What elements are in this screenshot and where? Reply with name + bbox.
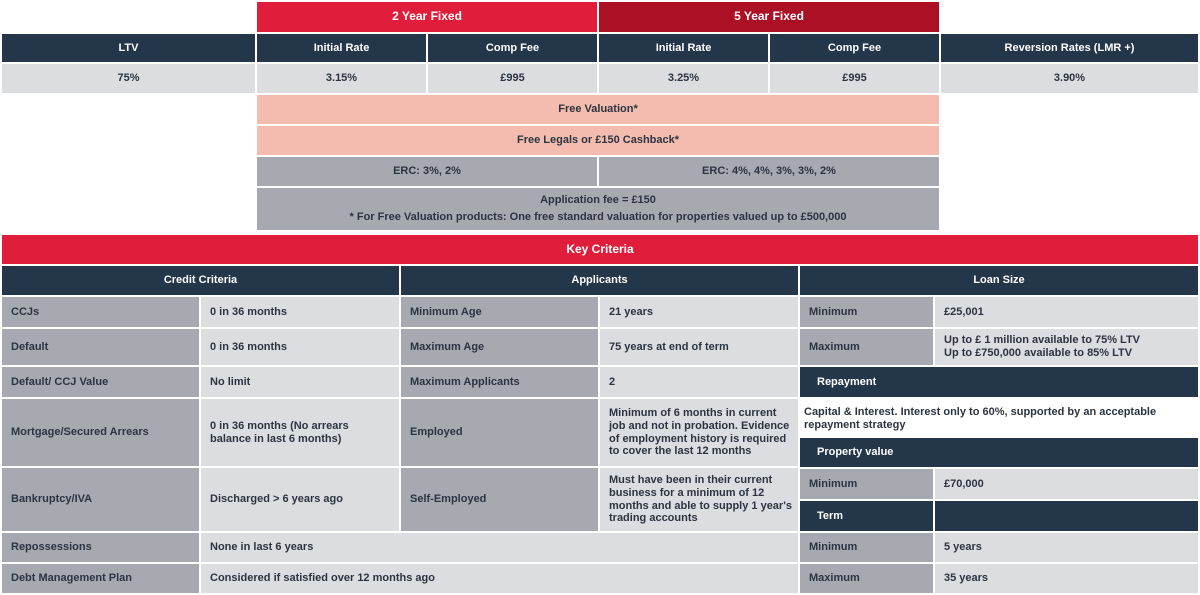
applicant-label-self-employed: Self-Employed — [401, 468, 598, 531]
five-year-fixed-title: 5 Year Fixed — [599, 2, 939, 32]
applicant-value-self-employed: Must have been in their current business for a minimum of 12 months and able to supply 1 year's trading accounts — [600, 468, 798, 531]
free-legals-banner: Free Legals or £150 Cashback* — [257, 126, 939, 155]
comp-fee-5yr-header: Comp Fee — [770, 34, 939, 62]
initial-rate-5yr-header: Initial Rate — [599, 34, 768, 62]
credit-label-bankruptcy: Bankruptcy/IVA — [2, 468, 199, 531]
initial-rate-2yr-header: Initial Rate — [257, 34, 426, 62]
repayment-header: Repayment — [800, 367, 1198, 397]
reversion-rate-value: 3.90% — [941, 64, 1198, 93]
applicant-value-max-age: 75 years at end of term — [600, 329, 798, 365]
erc-2yr: ERC: 3%, 2% — [257, 157, 597, 186]
term-max-label: Maximum — [800, 564, 933, 593]
comp-fee-2yr-header: Comp Fee — [428, 34, 597, 62]
application-fee-block — [257, 188, 939, 230]
initial-rate-2yr-value: 3.15% — [257, 64, 426, 93]
applicant-value-max-applicants: 2 — [600, 367, 798, 397]
loan-max-label: Maximum — [800, 329, 933, 365]
credit-value-debt-management: Considered if satisfied over 12 months ago — [201, 564, 798, 593]
credit-criteria-header: Credit Criteria — [2, 266, 399, 295]
applicant-label-min-age: Minimum Age — [401, 297, 598, 327]
ltv-value: 75% — [2, 64, 255, 93]
erc-5yr: ERC: 4%, 4%, 3%, 3%, 2% — [599, 157, 939, 186]
ltv-header: LTV — [2, 34, 255, 62]
credit-value-repossessions: None in last 6 years — [201, 533, 798, 562]
credit-label-repossessions: Repossessions — [2, 533, 199, 562]
property-min-value: £70,000 — [935, 469, 1198, 499]
two-year-fixed-title: 2 Year Fixed — [257, 2, 597, 32]
applicant-label-employed: Employed — [401, 399, 598, 466]
initial-rate-5yr-value: 3.25% — [599, 64, 768, 93]
applicant-value-employed: Minimum of 6 months in current job and not in probation. Evidence of employment history is required to cover the last 12 months — [600, 399, 798, 466]
term-max-value: 35 years — [935, 564, 1198, 593]
credit-label-default-ccj-value: Default/ CCJ Value — [2, 367, 199, 397]
credit-value-default-ccj-value: No limit — [201, 367, 399, 397]
term-header: Term — [800, 501, 933, 531]
credit-label-debt-management: Debt Management Plan — [2, 564, 199, 593]
property-min-label: Minimum — [800, 469, 933, 499]
loan-min-value: £25,001 — [935, 297, 1198, 327]
credit-label-ccjs: CCJs — [2, 297, 199, 327]
key-criteria-title: Key Criteria — [2, 235, 1198, 264]
term-min-value: 5 years — [935, 533, 1198, 562]
credit-value-ccjs: 0 in 36 months — [201, 297, 399, 327]
term-header-spacer — [935, 501, 1198, 531]
comp-fee-5yr-value: £995 — [770, 64, 939, 93]
credit-value-bankruptcy: Discharged > 6 years ago — [201, 468, 399, 531]
loan-max-line-2: Up to £750,000 available to 85% LTV — [944, 347, 1133, 359]
credit-value-mortgage-arrears: 0 in 36 months (No arrears balance in last 6 months) — [201, 399, 399, 466]
comp-fee-2yr-value: £995 — [428, 64, 597, 93]
credit-label-default: Default — [2, 329, 199, 365]
property-value-header: Property value — [800, 438, 1198, 467]
applicants-header: Applicants — [401, 266, 798, 295]
credit-label-mortgage-arrears: Mortgage/Secured Arrears — [2, 399, 199, 466]
credit-value-default: 0 in 36 months — [201, 329, 399, 365]
loan-max-value — [935, 329, 1198, 365]
repayment-text: Capital & Interest. Interest only to 60%, supported by an acceptable repayment strategy — [800, 399, 1198, 436]
applicant-label-max-age: Maximum Age — [401, 329, 598, 365]
application-fee: Application fee = £150 — [540, 194, 656, 207]
term-min-label: Minimum — [800, 533, 933, 562]
applicant-label-max-applicants: Maximum Applicants — [401, 367, 598, 397]
free-valuation-banner: Free Valuation* — [257, 95, 939, 124]
reversion-rate-header: Reversion Rates (LMR +) — [941, 34, 1198, 62]
loan-max-line-1: Up to £ 1 million available to 75% LTV — [944, 334, 1141, 347]
applicant-value-min-age: 21 years — [600, 297, 798, 327]
loan-size-header: Loan Size — [800, 266, 1198, 295]
loan-min-label: Minimum — [800, 297, 933, 327]
free-valuation-footnote: * For Free Valuation products: One free standard valuation for properties valued up to £500,000 — [349, 211, 847, 223]
